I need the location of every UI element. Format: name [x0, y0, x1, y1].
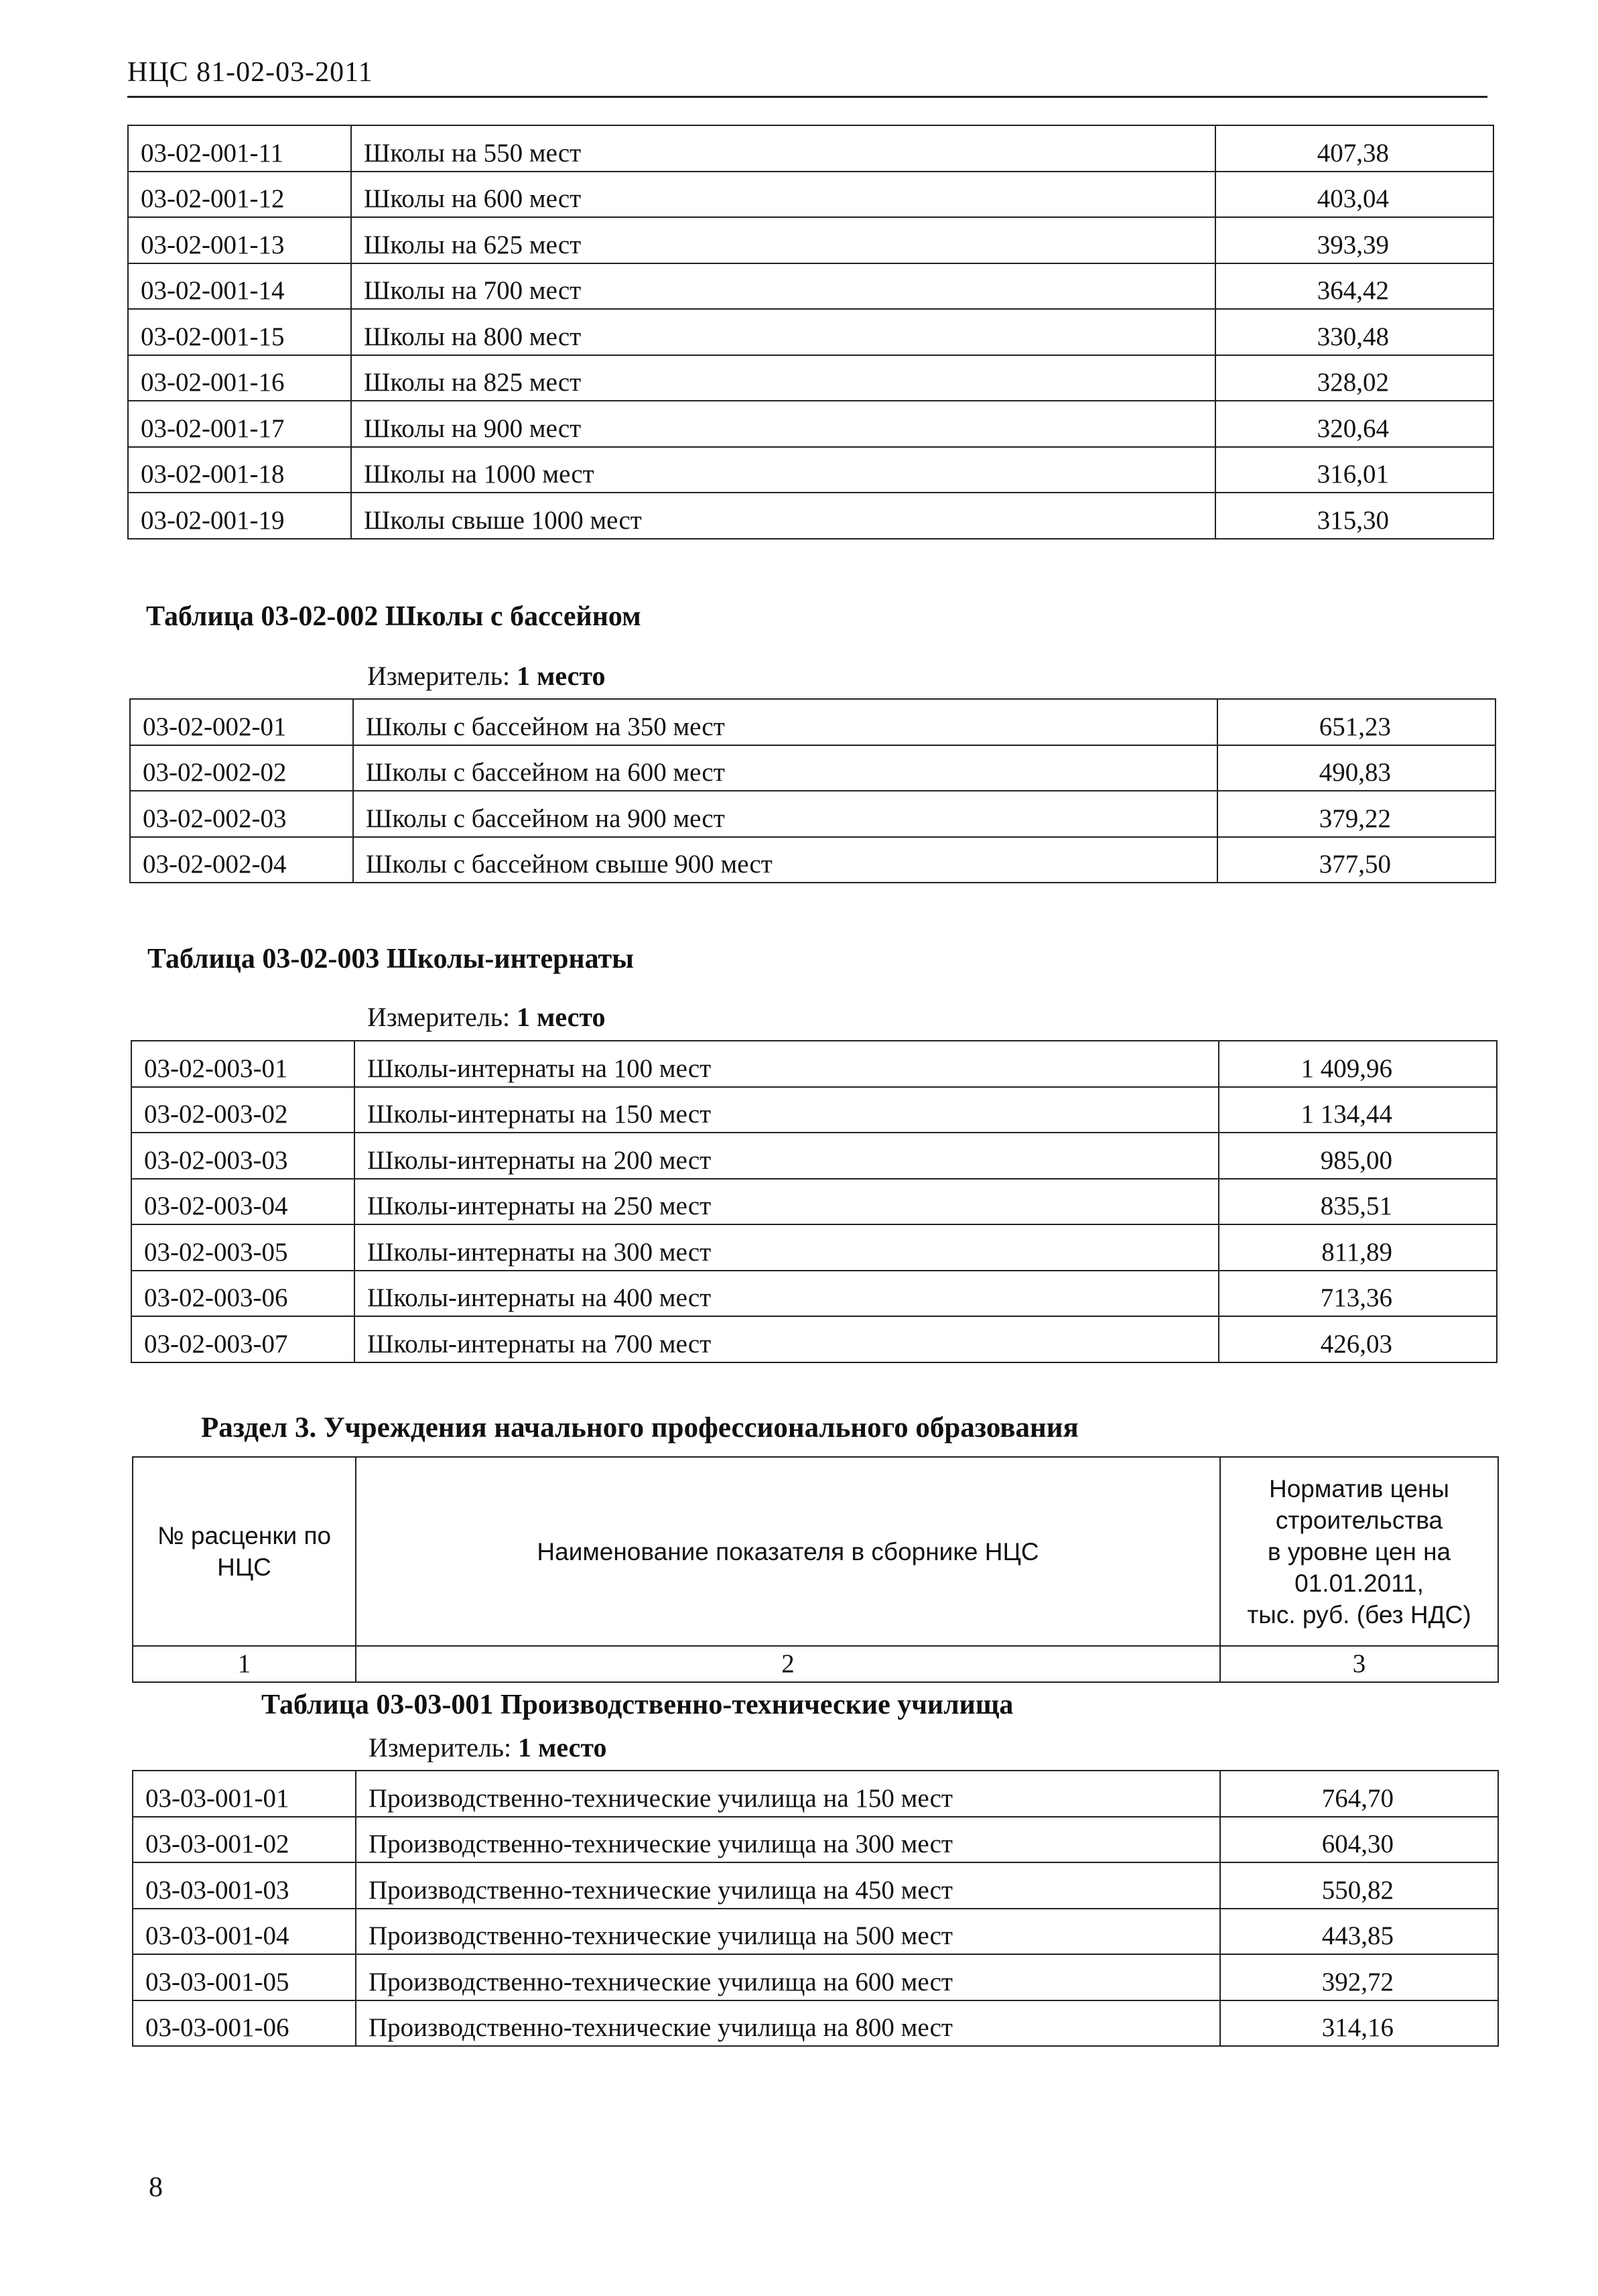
column-header-table: [132, 1456, 1499, 1683]
table-row: [131, 1179, 1497, 1225]
table-row: [128, 447, 1493, 493]
header-price-line-4: 01.01.2011,: [1294, 1569, 1424, 1597]
table-row: [131, 1041, 1497, 1087]
row-value: 379,22: [1217, 791, 1495, 837]
row-code: 03-02-003-05: [131, 1224, 354, 1271]
row-value: 811,89: [1219, 1224, 1497, 1271]
table-row: [131, 1133, 1497, 1179]
row-code: 03-03-001-05: [133, 1954, 356, 2000]
row-value: 985,00: [1219, 1133, 1497, 1179]
row-code: 03-02-003-04: [131, 1179, 354, 1225]
header-code-column: [133, 1457, 356, 1646]
table-row: [131, 1087, 1497, 1133]
schools-with-pool-table: [129, 698, 1496, 883]
header-price-line-5: тыс. руб. (без НДС): [1247, 1600, 1471, 1629]
row-value: 315,30: [1215, 493, 1493, 539]
row-name: Производственно-технические училища на 800 мест: [356, 2000, 1220, 2047]
row-name: Производственно-технические училища на 300 мест: [356, 1817, 1220, 1863]
row-code: 03-03-001-06: [133, 2000, 356, 2047]
row-name: Школы-интернаты на 400 мест: [354, 1271, 1219, 1317]
table-row: [128, 125, 1493, 172]
table-row: [128, 309, 1493, 355]
row-code: 03-02-001-12: [128, 172, 351, 218]
column-number: 1: [133, 1646, 356, 1682]
row-name: Производственно-технические училища на 450 мест: [356, 1862, 1220, 1909]
table-row: [128, 263, 1493, 310]
row-name: Школы с бассейном свыше 900 мест: [353, 837, 1217, 883]
row-value: 403,04: [1215, 172, 1493, 218]
row-code: 03-02-003-02: [131, 1087, 354, 1133]
meter-value: 1 место: [517, 661, 606, 691]
header-price-column: [1220, 1457, 1498, 1646]
row-name: Школы с бассейном на 600 мест: [353, 745, 1217, 791]
row-name: Производственно-технические училища на 150 мест: [356, 1771, 1220, 1817]
table-row: [133, 1909, 1498, 1955]
table-row: [133, 1771, 1498, 1817]
row-code: 03-03-001-03: [133, 1862, 356, 1909]
section-heading: Раздел 3. Учреждения начального профессионального образования: [201, 1412, 1079, 1444]
table-row: [131, 1271, 1497, 1317]
header-code-line-2: НЦС: [217, 1553, 271, 1581]
row-value: 1 409,96: [1219, 1041, 1497, 1087]
table-row: [128, 172, 1493, 218]
boarding-schools-table: [131, 1040, 1497, 1363]
row-code: 03-02-003-03: [131, 1133, 354, 1179]
table-row: [128, 493, 1493, 539]
table-row: [130, 699, 1495, 745]
table-row: [133, 1817, 1498, 1863]
row-value: 1 134,44: [1219, 1087, 1497, 1133]
row-code: 03-02-003-07: [131, 1316, 354, 1362]
row-name: Производственно-технические училища на 600 мест: [356, 1954, 1220, 2000]
meter-line: [367, 660, 606, 692]
row-name: Школы-интернаты на 250 мест: [354, 1179, 1219, 1225]
row-name: Школы на 600 мест: [351, 172, 1215, 218]
row-code: 03-02-001-11: [128, 125, 351, 172]
table-heading-schools-with-pool: Таблица 03-02-002 Школы с бассейном: [146, 601, 641, 632]
page-number: 8: [149, 2172, 163, 2203]
row-value: 764,70: [1220, 1771, 1498, 1817]
row-name: Школы-интернаты на 150 мест: [354, 1087, 1219, 1133]
row-name: Производственно-технические училища на 500 мест: [356, 1909, 1220, 1955]
row-name: Школы-интернаты на 700 мест: [354, 1316, 1219, 1362]
header-price-line-2: строительства: [1275, 1506, 1443, 1534]
row-value: 393,39: [1215, 217, 1493, 263]
row-code: 03-02-001-17: [128, 401, 351, 447]
header-price-line-3: в уровне цен на: [1267, 1537, 1451, 1566]
row-code: 03-02-001-15: [128, 309, 351, 355]
table-heading-boarding-schools: Таблица 03-02-003 Школы-интернаты: [147, 944, 634, 974]
table-row: [131, 1224, 1497, 1271]
row-name: Школы свыше 1000 мест: [351, 493, 1215, 539]
table-row: [133, 2000, 1498, 2047]
row-value: 364,42: [1215, 263, 1493, 310]
header-code-line-1: № расценки по: [157, 1522, 332, 1549]
table-heading-vocational-schools: Таблица 03-03-001 Производственно-технические училища: [261, 1689, 1014, 1720]
row-name: Школы на 550 мест: [351, 125, 1215, 172]
table-row: [128, 355, 1493, 401]
row-code: 03-03-001-02: [133, 1817, 356, 1863]
row-code: 03-02-002-01: [130, 699, 353, 745]
meter-line: [367, 1001, 606, 1033]
row-value: 604,30: [1220, 1817, 1498, 1863]
row-name: Школы на 700 мест: [351, 263, 1215, 310]
table-row: [130, 745, 1495, 791]
row-name: Школы-интернаты на 200 мест: [354, 1133, 1219, 1179]
row-value: 314,16: [1220, 2000, 1498, 2047]
table-row: [128, 401, 1493, 447]
row-code: 03-02-001-18: [128, 447, 351, 493]
meter-label: Измеритель:: [367, 1002, 511, 1032]
meter-line: [369, 1732, 607, 1763]
row-name: Школы на 1000 мест: [351, 447, 1215, 493]
meter-label: Измеритель:: [369, 1732, 512, 1763]
row-code: 03-02-003-06: [131, 1271, 354, 1317]
row-name: Школы на 800 мест: [351, 309, 1215, 355]
row-name: Школы-интернаты на 100 мест: [354, 1041, 1219, 1087]
meter-value: 1 место: [518, 1732, 607, 1763]
row-value: 407,38: [1215, 125, 1493, 172]
row-name: Школы на 625 мест: [351, 217, 1215, 263]
row-code: 03-03-001-01: [133, 1771, 356, 1817]
row-value: 651,23: [1217, 699, 1495, 745]
row-code: 03-02-002-04: [130, 837, 353, 883]
table-row: [131, 1316, 1497, 1362]
meter-label: Измеритель:: [367, 661, 511, 691]
row-value: 426,03: [1219, 1316, 1497, 1362]
table-row: [133, 1954, 1498, 2000]
meter-value: 1 место: [517, 1002, 606, 1032]
row-name: Школы с бассейном на 350 мест: [353, 699, 1217, 745]
row-code: 03-03-001-04: [133, 1909, 356, 1955]
row-value: 835,51: [1219, 1179, 1497, 1225]
table-row: [130, 791, 1495, 837]
row-name: Школы-интернаты на 300 мест: [354, 1224, 1219, 1271]
row-value: 713,36: [1219, 1271, 1497, 1317]
row-name: Школы на 900 мест: [351, 401, 1215, 447]
row-value: 490,83: [1217, 745, 1495, 791]
row-code: 03-02-002-03: [130, 791, 353, 837]
table-row: [130, 837, 1495, 883]
table-row: [128, 217, 1493, 263]
header-name-column: Наименование показателя в сборнике НЦС: [356, 1457, 1220, 1646]
table-row: [133, 1862, 1498, 1909]
column-number: 2: [356, 1646, 1220, 1682]
row-code: 03-02-001-13: [128, 217, 351, 263]
row-value: 377,50: [1217, 837, 1495, 883]
row-name: Школы с бассейном на 900 мест: [353, 791, 1217, 837]
row-value: 316,01: [1215, 447, 1493, 493]
document-code: НЦС 81-02-03-2011: [127, 57, 373, 88]
row-name: Школы на 825 мест: [351, 355, 1215, 401]
row-value: 392,72: [1220, 1954, 1498, 2000]
row-code: 03-02-001-16: [128, 355, 351, 401]
row-value: 320,64: [1215, 401, 1493, 447]
header-divider: [127, 96, 1487, 98]
row-code: 03-02-001-14: [128, 263, 351, 310]
row-code: 03-02-002-02: [130, 745, 353, 791]
row-value: 330,48: [1215, 309, 1493, 355]
header-price-line-1: Норматив цены: [1268, 1474, 1449, 1503]
schools-table: [127, 125, 1494, 539]
column-number: 3: [1220, 1646, 1498, 1682]
row-value: 443,85: [1220, 1909, 1498, 1955]
row-value: 328,02: [1215, 355, 1493, 401]
row-code: 03-02-001-19: [128, 493, 351, 539]
vocational-schools-table: [132, 1770, 1499, 2047]
row-code: 03-02-003-01: [131, 1041, 354, 1087]
row-value: 550,82: [1220, 1862, 1498, 1909]
